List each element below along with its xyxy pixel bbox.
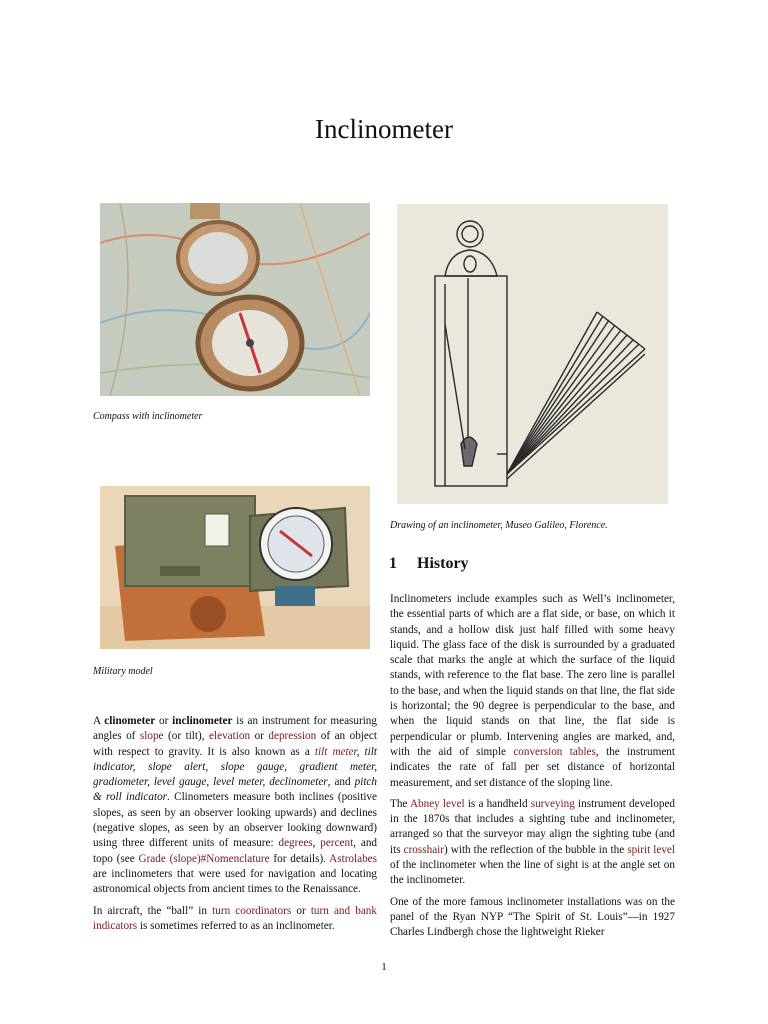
- link-spirit-level[interactable]: spirit level: [627, 843, 675, 856]
- link-astrolabes[interactable]: Astrolabes: [329, 852, 378, 865]
- link-conversion-tables[interactable]: conversion tables: [513, 745, 596, 758]
- compass-caption: Compass with inclinometer: [93, 411, 203, 422]
- link-slope[interactable]: slope: [139, 730, 164, 743]
- section-heading: [389, 553, 469, 575]
- left-column: [93, 714, 377, 934]
- link-crosshair[interactable]: crosshair: [403, 843, 444, 856]
- history-paragraph-1: Inclinometers include examples such as Well’s inclinometer, the essential parts of which are a flat side, or base, on which it stands, and a hollow disk just half filled with some heavy liquid. The glass face of the disk is surrounded by a graduated scale that marks the angle at which the surface of the liquid stands, with reference to the flat base. The zero line is parallel to the base, and when the liquid stands on that line, the flat side is horizontal; the 90 degree is perpendicular to the base, and when the liquid stands on that line, the flat side is perpendicular or plumb. Intervening angles are marked, and, with the aid of simple conversion tables, the instrument indicates the rate of fall per set distance of horizontal measurement, and set distance of the sloping line.: [390, 593, 675, 789]
- intro-paragraph: A clinometer or inclinometer is an instrument for measuring angles of slope (or tilt), elevation or depression of an object with respect to gravity. It is also known as a tilt meter, tilt indicator, slope alert, slope gauge, gradient meter, gradiometer, level gauge, level meter, declinometer, and pitch & roll indicator. Clinometers measure both inclines (positive slopes, as seen by an observer looking upwards) and declines (negative slopes, as seen by an observer looking downward) using three different units of measure: degrees, percent, and topo (see Grade (slope)#Nomenclature for details). Astrolabes are inclinometers that were used for navigation and locating astronomical objects from ancient times to the Renaissance.: [93, 715, 378, 896]
- section-number: 1: [389, 555, 397, 572]
- link-elevation[interactable]: elevation: [209, 730, 251, 743]
- link-tilt-meter[interactable]: tilt meter: [314, 745, 357, 758]
- link-abney-level[interactable]: Abney level: [409, 797, 465, 810]
- drawing-caption: Drawing of an inclinometer, Museo Galileo, Florence.: [390, 520, 608, 531]
- link-grade-slope[interactable]: Grade (slope)#Nomenclature: [138, 852, 270, 865]
- inclinometer-drawing: [397, 204, 668, 504]
- history-paragraph-3: One of the more famous inclinometer installations was on the panel of the Ryan NYP “The Spirit of St. Louis”—in 1927 Charles Lindbergh chose the lightweight Rieker: [390, 895, 675, 939]
- section-title: History: [417, 555, 469, 572]
- page-number: 1: [381, 961, 387, 973]
- page-title: Inclinometer: [315, 114, 453, 144]
- right-column: [390, 592, 675, 941]
- link-percent[interactable]: percent: [320, 837, 354, 850]
- link-turn-and-bank-indicators[interactable]: turn and bank indicators: [93, 904, 377, 932]
- link-degrees[interactable]: degrees: [278, 837, 313, 850]
- aircraft-paragraph: In aircraft, the “ball” in turn coordinators or turn and bank indicators is sometimes referred to as an inclinometer.: [93, 904, 377, 932]
- link-surveying[interactable]: surveying: [530, 797, 575, 810]
- military-caption: Military model: [93, 666, 153, 677]
- military-model-photo: [100, 486, 370, 649]
- compass-photo: [100, 203, 370, 396]
- history-paragraph-2: The Abney level is a handheld surveying instrument developed in the 1870s that includes a sighting tube and inclinometer, arranged so that the surveyor may align the sighting tube (and its crosshair) with the reflection of the bubble in the spirit level of the inclinometer when the line of sight is at the angle set on the inclinometer.: [390, 797, 675, 887]
- link-turn-coordinators[interactable]: turn coordinators: [212, 904, 292, 917]
- link-depression[interactable]: depression: [268, 730, 317, 743]
